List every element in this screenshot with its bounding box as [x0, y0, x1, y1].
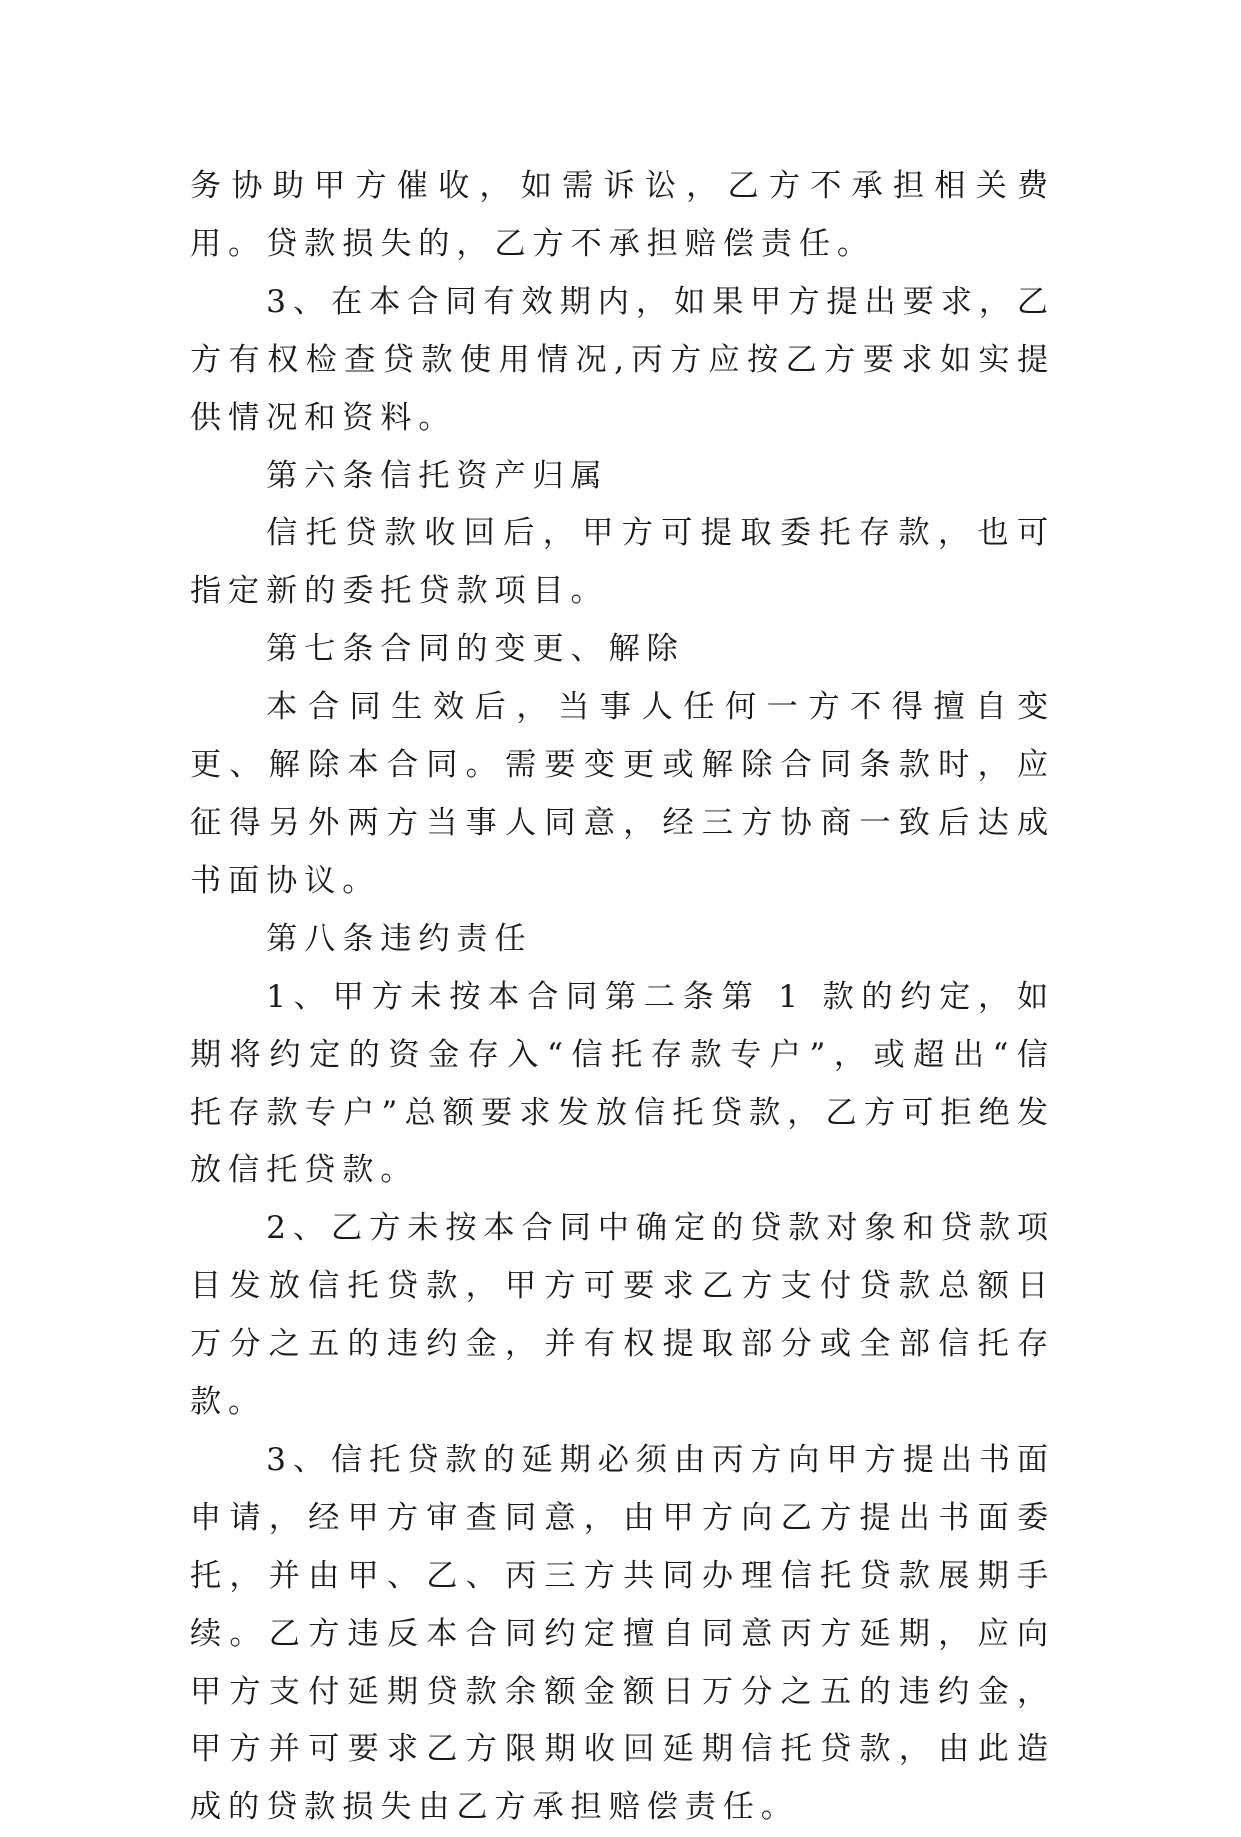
heading-article-7: 第七条合同的变更、解除 — [266, 631, 685, 668]
paragraph-continued-collection: 务协助甲方催收，如需诉讼，乙方不承担相关费用。贷款损失的，乙方不承担赔偿责任。 — [190, 168, 1055, 262]
heading-article-8: 第八条违约责任 — [266, 920, 533, 957]
paragraph-article-8-clause-3: 3、信托贷款的延期必须由丙方向甲方提出书面申请，经甲方审查同意，由甲方向乙方提出书面委托，并由甲、乙、丙三方共同办理信托贷款展期手续。乙方违反本合同约定擅自同意丙方延期，应向甲方支付延期贷款余额金额日万分之五的违约金，甲方并可要求乙方限期收回延期信托贷款，由此造成的贷款损失由乙方承担赔偿责任。 — [190, 1441, 1055, 1826]
heading-article-6: 第六条信托资产归属 — [266, 457, 609, 494]
paragraph-article-6-body: 信托贷款收回后，甲方可提取委托存款，也可指定新的委托贷款项目。 — [190, 515, 1055, 610]
paragraph-article-7-body: 本合同生效后，当事人任何一方不得擅自变更、解除本合同。需要变更或解除合同条款时，应征得另外两方当事人同意，经三方协商一致后达成书面协议。 — [190, 689, 1055, 899]
document-body — [190, 158, 1055, 1837]
paragraph-article-8-clause-2: 2、乙方未按本合同中确定的贷款对象和贷款项目发放信托贷款，甲方可要求乙方支付贷款总额日万分之五的违约金，并有权提取部分或全部信托存款。 — [190, 1210, 1055, 1421]
paragraph-article-8-clause-1: 1、甲方未按本合同第二条第 1 款的约定，如期将约定的资金存入“信托存款专户”，或超出“信托存款专户”总额要求发放信托贷款，乙方可拒绝发放信托贷款。 — [190, 978, 1055, 1189]
paragraph-clause-inspection: 3、在本合同有效期内，如果甲方提出要求，乙方有权检查贷款使用情况,丙方应按乙方要求如实提供情况和资料。 — [190, 283, 1055, 436]
